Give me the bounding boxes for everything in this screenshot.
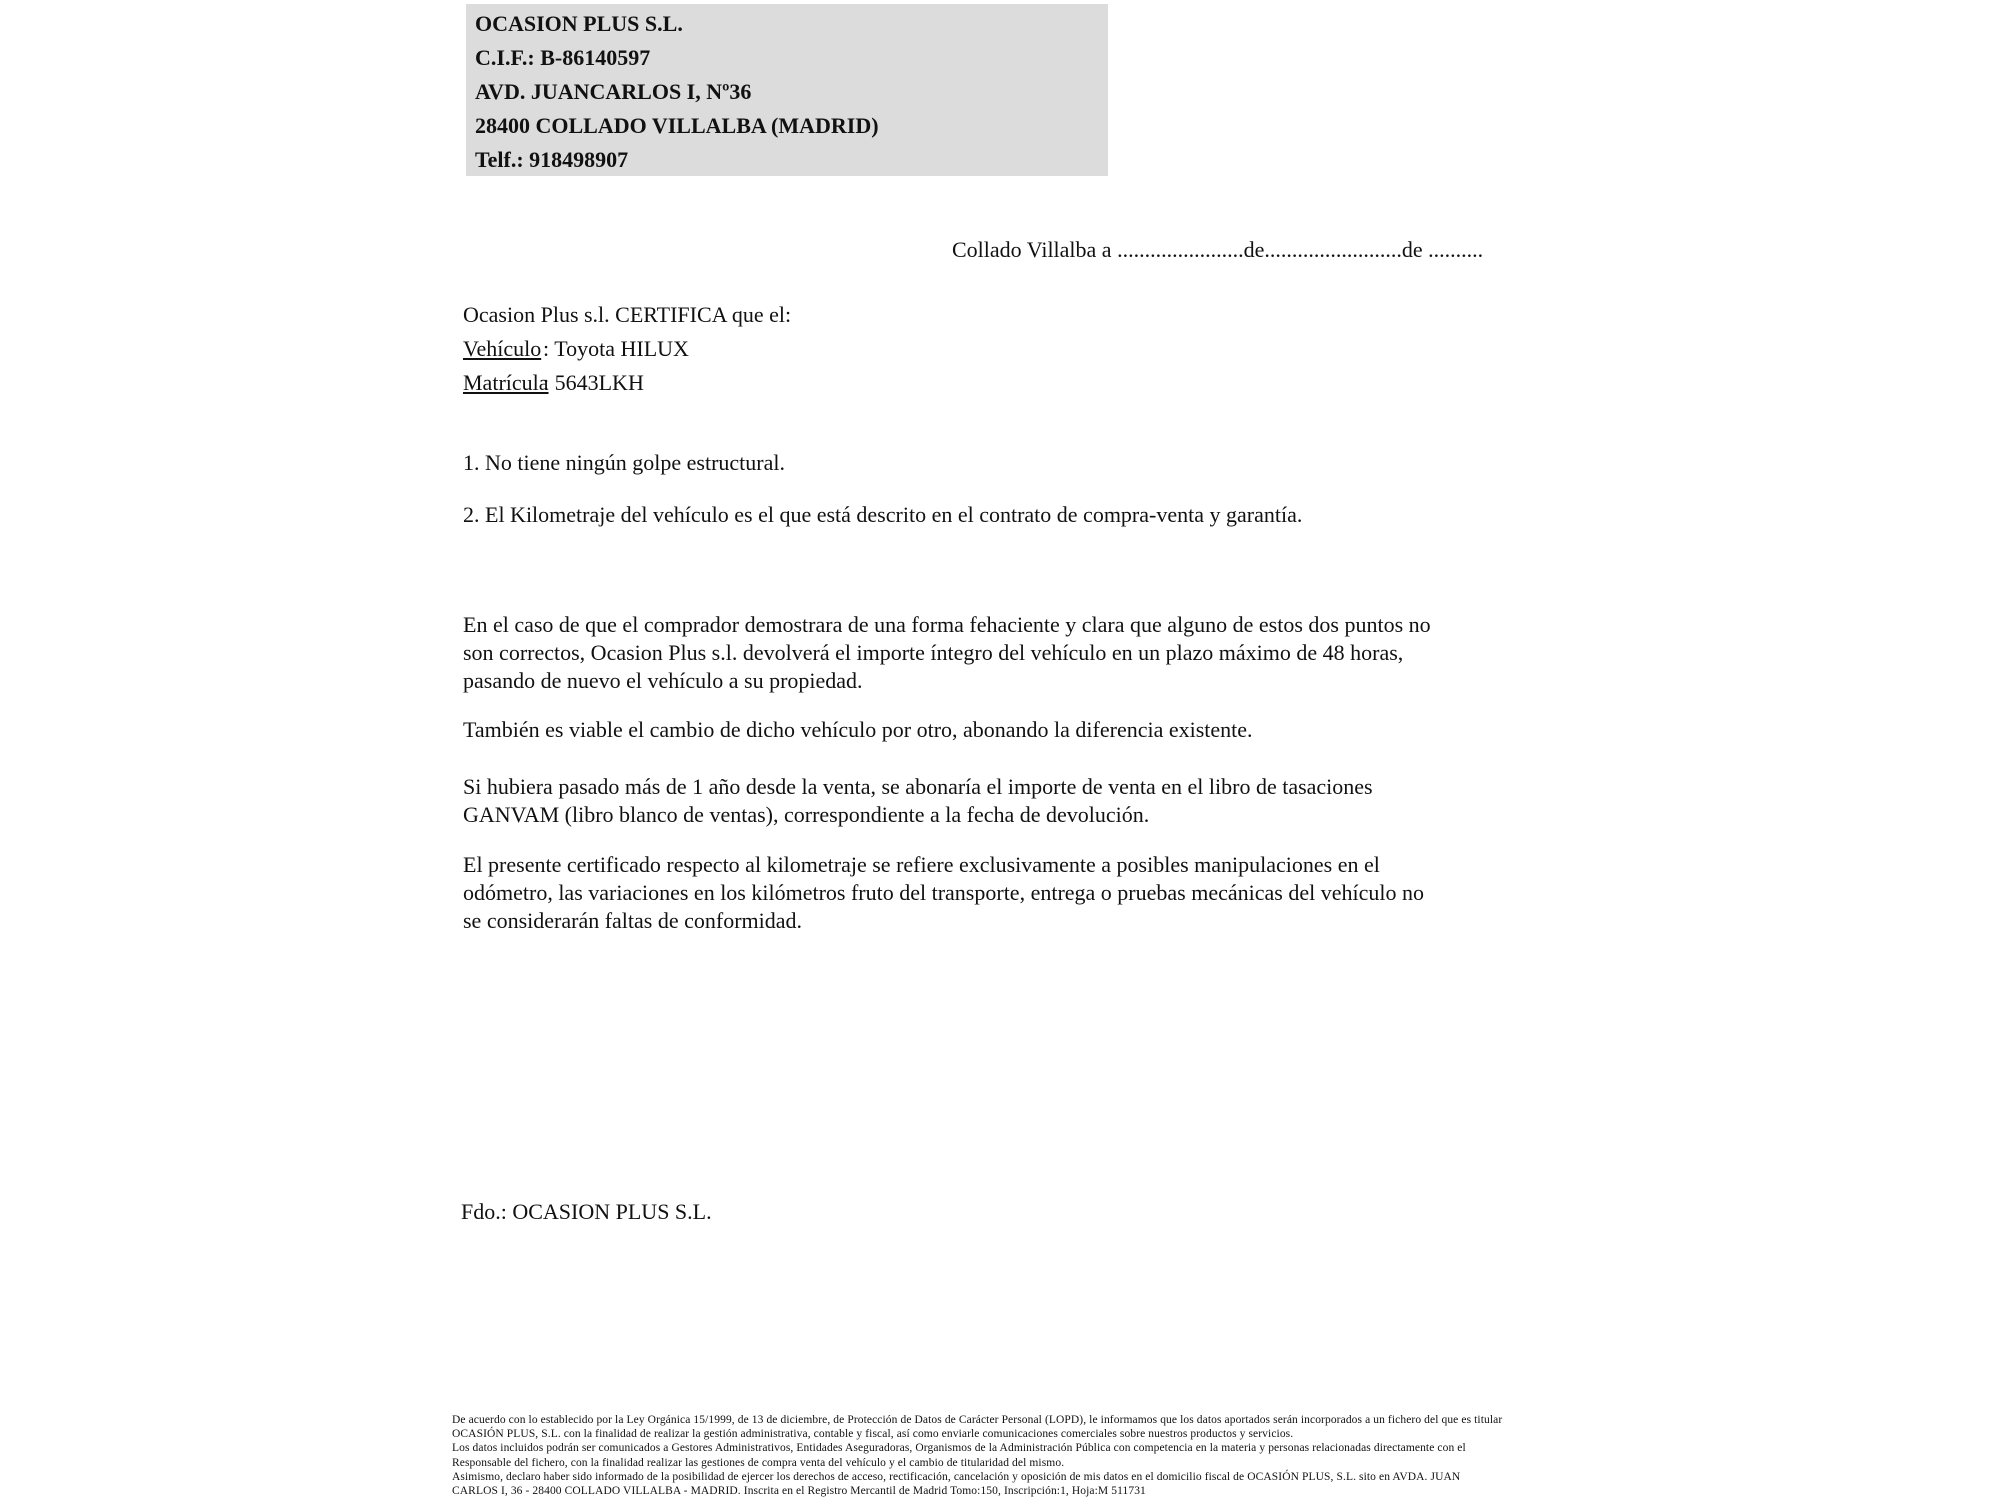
paragraph-line: se considerarán faltas de conformidad. <box>463 908 803 933</box>
paragraph-line: También es viable el cambio de dicho vehículo por otro, abonando la diferencia existente. <box>463 717 1253 742</box>
plate-value: : 5643LKH <box>543 370 644 395</box>
legal-footer-line: De acuerdo con lo establecido por la Ley Orgánica 15/1999, de 13 de diciembre, de Protección de Datos de Carácter Personal (LOPD), le informamos que los datos aportados serán incorporados a un fichero del que es titular <box>452 1414 1503 1426</box>
certified-point-1: 1. No tiene ningún golpe estructural. <box>463 450 785 475</box>
legal-footer-line: Responsable del fichero, con la finalidad realizar las gestiones de compra venta del vehículo y el cambio de titularidad del mismo. <box>452 1456 1065 1469</box>
signature-line: Fdo.: OCASION PLUS S.L. <box>461 1199 712 1224</box>
company-phone: Telf.: 918498907 <box>475 147 629 172</box>
company-cif: C.I.F.: B-86140597 <box>475 45 651 70</box>
company-header-box <box>466 4 1108 176</box>
paragraph-line: Si hubiera pasado más de 1 año desde la venta, se abonaría el importe de venta en el libro de tasaciones <box>463 774 1373 799</box>
company-name: OCASION PLUS S.L. <box>475 11 683 36</box>
paragraph-line: son correctos, Ocasion Plus s.l. devolverá el importe íntegro del vehículo en un plazo máximo de 48 horas, <box>463 640 1404 665</box>
certification-intro: Ocasion Plus s.l. CERTIFICA que el: <box>463 302 792 327</box>
vehicle-label: Vehículo <box>463 336 542 361</box>
paragraph-line: El presente certificado respecto al kilometraje se refiere exclusivamente a posibles manipulaciones en el <box>463 852 1380 877</box>
paragraph-ganvam-valuation <box>463 773 1373 829</box>
paragraph-odometer-scope <box>463 851 1424 935</box>
legal-footer-line: Asimismo, declaro haber sido informado de la posibilidad de ejercer los derechos de acceso, rectificación, cancelación y oposición de mis datos en el domicilio fiscal de OCASIÓN PLUS, S.L. sito en AVDA. JUAN <box>452 1470 1461 1483</box>
legal-footer-line: CARLOS I, 36 - 28400 COLLADO VILLALBA - MADRID. Inscrita en el Registro Mercantil de Madrid Tomo:150, Inscripción:1, Hoja:M 511731 <box>452 1485 1146 1498</box>
paragraph-refund-conditions <box>463 611 1431 695</box>
date-fill-in-line: Collado Villalba a .......................de.........................de .......... <box>952 237 1484 262</box>
vehicle-row <box>463 332 791 366</box>
legal-footer-line: OCASIÓN PLUS, S.L. con la finalidad de realizar la gestión administrativa, contable y fiscal, así como enviarle comunicaciones comerciales sobre nuestros productos y servicios. <box>452 1428 1294 1441</box>
paragraph-line: odómetro, las variaciones en los kilómetros fruto del transporte, entrega o pruebas mecánicas del vehículo no <box>463 880 1424 905</box>
paragraph-line: En el caso de que el comprador demostrara de una forma fehaciente y clara que alguno de estos dos puntos no <box>463 612 1431 637</box>
company-address: AVD. JUANCARLOS I, Nº36 <box>475 79 752 104</box>
legal-footer-line: Los datos incluidos podrán ser comunicados a Gestores Administrativos, Entidades Aseguradoras, Organismos de la Administración Pública con competencia en la materia y personas relacionadas directamente con el <box>452 1442 1466 1455</box>
plate-label: Matrícula <box>463 370 549 395</box>
vehicle-value: : Toyota HILUX <box>543 336 689 361</box>
paragraph-line: pasando de nuevo el vehículo a su propiedad. <box>463 668 863 693</box>
certification-block <box>463 298 791 400</box>
paragraph-vehicle-exchange <box>463 716 1253 744</box>
company-city: 28400 COLLADO VILLALBA (MADRID) <box>475 113 879 138</box>
paragraph-line: GANVAM (libro blanco de ventas), correspondiente a la fecha de devolución. <box>463 802 1150 827</box>
legal-footer <box>452 1413 1502 1498</box>
plate-row <box>463 366 791 400</box>
certified-point-2: 2. El Kilometraje del vehículo es el que está descrito en el contrato de compra-venta y garantía. <box>463 502 1303 527</box>
